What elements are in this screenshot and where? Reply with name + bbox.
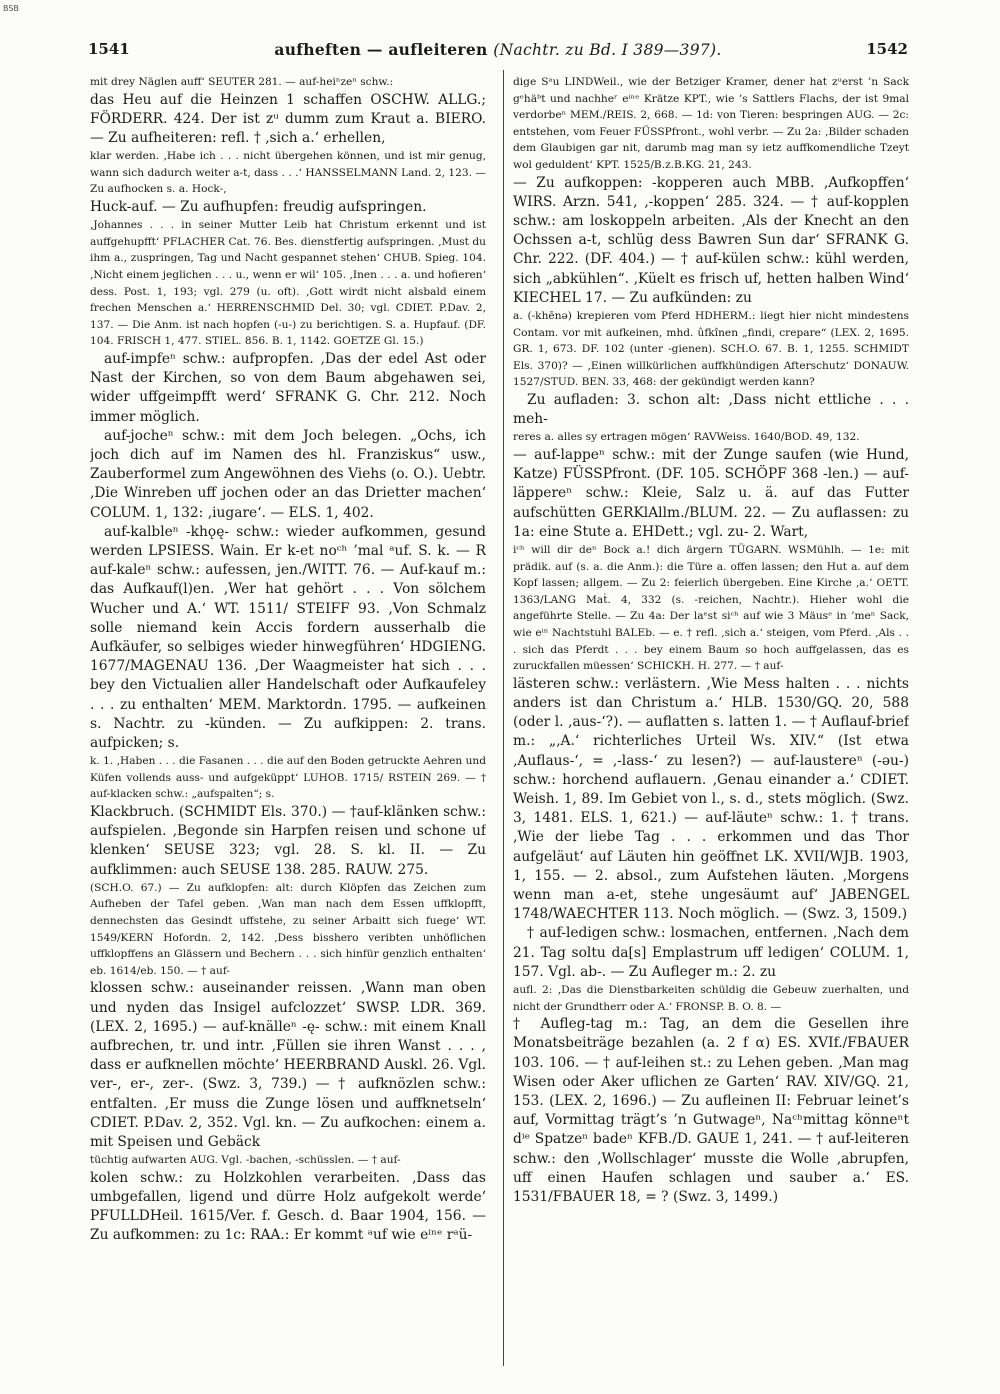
text-block: auf-jocheⁿ schw.: mit dem Joch belegen. „Ochs, ich joch dich auf im Namen des hl. Franziskus“ usw., Zauberformel zum Angewöhnen des Viehs (o. O.). Uebtr. ‚Die Winreben uff jochen oder an das Drietter machen‘ COLUM. 1, 132: ‚iugare‘. — ELS. 1, 402.: [90, 427, 486, 521]
left-column: [90, 74, 486, 1364]
text-block: † Aufleg-tag m.: Tag, an dem die Gesellen ihre Monatsbeiträge bezahlen (a. 2 f α) ES. XVIf./FBAUER 103. 106. — † auf-leihen st.: zu Lehen geben. ‚Man mag Wisen oder Aker uflichen ze Garten‘ RAV. XIV/GQ. 21, 153. (LEX. 2, 1696.) — Zu aufleinen II: Februar leinet’s auf, Vormittag trägt’s ’n Gutwageⁿ, Naᶜʰmittag könneⁿt dⁱᵉ Spatzeⁿ badeⁿ KFB./D. GAUE 1, 241. — † auf-leiteren schw.: den ‚Wollschlager‘ musste die Wolle ‚abrupfen, uff einen Haufen schlagen und sauber a.‘ ES. 1531/FBAUER 18, = ? (Swz. 3, 1499.): [513, 1016, 909, 1205]
text-block: Klackbruch. (SCHMIDT Els. 370.) — †auf-klänken schw.: aufspielen. ‚Begonde sin Harpfen reisen und schone uf klenken‘ SEUSE 323; vgl. 28. S. kl. II. — Zu aufklimmen: auch SEUSE 138. 285. RAUW. 275.: [90, 803, 486, 878]
text-block: auf-impfeⁿ schw.: aufpropfen. ‚Das der edel Ast oder Nast der Kirchen, so von dem Baum abgehawen sei, wider uffgeimpfft werd‘ SFRANK G. Chr. 212. Noch immer möglich.: [90, 350, 486, 425]
text-block: (SCH.O. 67.) — Zu aufklopfen: alt: durch Klöpfen das Zeichen zum Aufheben der Tafel geben. ‚Wan man nach dem Essen uffklopfft, dennechsten das Gesindt uffstehe, zu seiner Arbaitt sich fuege‘ WT. 1549/KERN Hofordn. 2, 142. ‚Dess bisshero veribten unhöflichen uffklopffens an Glässern und Bechern . . . sich hinfür genzlich enthalten‘ eb. 1614/eb. 150. — † auf-: [90, 881, 486, 977]
text-block: † auf-ledigen schw.: losmachen, entfernen. ‚Nach dem 21. Tag soltu da[s] Emplastrum uff ledigen‘ COLUM. 1, 157. Vgl. ab-. — Zu Aufleger m.: 2. zu: [513, 925, 909, 980]
text-block: — auf-lappeⁿ schw.: mit der Zunge saufen (wie Hund, Katze) FÜSSPfront. (DF. 105. SCHÖPF 368 -len.) — auf-läppereⁿ schw.: Kleie, Salz u. ä. auf das Futter aufschütten GERKlAllm./BLUM. 22. — Zu auflassen: zu 1a: eine Stute a. EHDett.; vgl. zu- 2. Wart,: [513, 446, 909, 540]
page-number-left: 1541: [88, 40, 130, 58]
text-block: a. (-khēnə) krepieren vom Pferd HDHERM.: liegt hier nicht mindestens Contam. vor mit aufkeinen, mhd. ûfkînen „findi, crepare“ (LEX. 2, 1695. GR. 1, 673. DF. 102 (unter -gienen). SCH.O. 67. B. 1, 1255. SCHMIDT Els. 370)? — ‚Einen willkürlichen auffkhündigen Afterschutz‘ DONAUW. 1527/STUD. BEN. 33, 468: der gekündigt werden kann?: [513, 309, 909, 389]
running-title-note: (Nachtr. zu Bd. I 389—397).: [493, 41, 722, 59]
text-block: kolen schw.: zu Holzkohlen verarbeiten. ‚Dass das umbgefallen, ligend und dürre Holz aufgekolt werde‘ PFULLDHeil. 1615/Ver. f. Gesch. d. Baar 1904, 156. — Zu aufkommen: zu 1c: RAA.: Er kommt ᵃuf wie eⁱⁿᵉ rᵃü-: [90, 1169, 486, 1244]
text-block: klar werden. ‚Habe ich . . . nicht übergehen können, und ist mir genug, wann sich dadurch weiter a-t, dass . . .‘ HANSSELMANN Land. 2, 123. — Zu aufhocken s. a. Hock-,: [90, 150, 486, 196]
text-block: tüchtig aufwarten AUG. Vgl. -bachen, -schüsslen. — † auf-: [90, 1154, 401, 1167]
text-block: aufl. 2: ‚Das die Dienstbarkeiten schüldig die Gebeuw zuerhalten, und nicht der Grundtherr oder A.‘ FRONSP. B. O. 8. —: [513, 983, 909, 1013]
text-block: iᶜʰ will dir deⁿ Bock a.! dich ärgern TÜGARN. WSMühlh. — 1e: mit prädik. auf (s. a. die Anm.): die Türe a. offen lassen; den Hut a. auf dem Kopf lassen; allgem. — Zu 2: feierlich übergeben. Eine Kirche ‚a.‘ OETT. 1363/LANG Maṫ. 4, 332 (s. -reichen, Nachtr.). Hieher wohl die angeführte Stelle. — Zu 4a: Der laᵉst siᶜʰ auf wie 3 Mäusᵉ in ’meⁿ Sack, wie eⁱⁿ Nachtstuhl BALEb. — e. † refl. ‚sich a.‘ steigen, vom Pferd. ‚Als . . . sich das Pferdt . . . bey einem Baum so hoch auffgelassen, das es zuruckfallen müessen‘ SCHICKH. H. 277. — † auf-: [513, 543, 909, 673]
page-header: [88, 40, 908, 64]
library-stamp: BSB: [3, 4, 19, 13]
text-block: k. 1. ‚Haben . . . die Fasanen . . . die auf den Boden getruckte Aehren und Küfen vollends auss- und aufgeküppt‘ LUHOB. 1715/ RSTEIN 269. — † auf-klacken schw.: „aufspalten“; s.: [90, 755, 486, 801]
text-block: ‚Johannes . . . in seiner Mutter Leib hat Christum erkennt und ist auffgehupfft‘ PFLACHER Cat. 76. Bes. dienstfertig aufspringen. ‚Must du ihm a., zuspringen, Tag und Nacht gespannet stehen‘ CHUB. Spieg. 104. ‚Nicht einem jeglichen . . . u., wenn er wil‘ 105. ‚Inen . . . a. und hofieren‘ dess. Post. 1, 193; vgl. 279 (u. oft). ‚Gott wirdt nicht alsbald einem frechen Menschen a.‘ HERRENSCHMID Del. 30; vgl. CDIET. P.Dav. 2, 137. — Die Anm. ist nach hopfen (-u-) zu berichtigen. S. a. Hupfauf. (DF. 104. FRISCH 1, 477. STIEL. 856. B. 1, 1142. GOETZE Gl. 15.): [90, 219, 486, 348]
text-block: dige Sᵃu LINDWeil., wie der Betziger Kramer, dener hat zᵘerst ’n Sack gᵉhäᵇt und nachheʳ eⁱⁿᵉ Krätze KPT., wie ’s Sattlers Flachs, der ist 9mal verdorbeⁿ MEM./REIS. 2, 668. — 1d: von Tieren: bespringen AUG. — 2c: entstehen, vom Feuer FÜSSPfront., wohl verbr. — Zu 2a: ‚Bilder schaden dem Glaubigen gar nit, darumb mag man sy ietz auffkomendliche Tzeyt wol geduldent‘ KPT. 1525/B.z.B.KG. 21, 243.: [513, 76, 909, 171]
running-title: [88, 40, 908, 59]
text-block: auf-kalbleⁿ -khǫę- schw.: wieder aufkommen, gesund werden LPSIESS. Wain. Er k-et noᶜʰ ’mal ᵃuf. S. k. — R auf-kaleⁿ schw.: aufessen, jen./WITT. 76. — Auf-kauf m.: das Aufkauf(l)en. ‚Wer hat gehört . . . Von sölchem Wucher und A.‘ WT. 1511/ STEIFF 93. ‚Von Schmalz solle niemand kein Accis fordern ausserhalb die Aufkäufer, so selbiges wieder hinwegführen‘ HDGIENG. 1677/MAGENAU 136. ‚Der Waagmeister hat sich . . . bey den Victualien aller Handelschaft oder Aufkaufeley . . . zu enthalten‘ MEM. Marktordn. 1795. — aufkeinen s. Nachtr. zu -künden. — Zu aufkippen: 2. trans. aufpicken; s.: [90, 523, 486, 751]
text-block: — Zu aufkoppen: -kopperen auch MBB. ‚Aufkopffen‘ WIRS. Arzn. 541, ‚-koppen‘ 285. 324. — † auf-kopplen schw.: am loskoppeln arbeiten. ‚Als der Knecht an den Ochssen a-t, schlüg dess Bawren Sun dar‘ SFRANK G. Chr. 222. (DF. 404.) — † auf-külen schw.: kühl werden, sich „abkühlen“. ‚Küelt es frisch uf, hetten halben Wind‘ KIECHEL 17. — Zu aufkünden: zu: [513, 174, 909, 306]
column-divider: [503, 70, 504, 1366]
text-block: mit drey Näglen auff‘ SEUTER 281. — auf-heiⁿzeⁿ schw.:: [90, 76, 394, 88]
text-block: lästeren schw.: verlästern. ‚Wie Mess halten . . . nichts anders ist dan Christum a.‘ HLB. 1530/GQ. 20, 588 (oder l. ‚aus-‘?). — auflatten s. latten 1. — † Auflauf-brief m.: „‚A.‘ richterliches Urteil Ws. XIV.“ (Ist etwa ‚Auflaus-‘, = ‚-lass-‘ zu lesen?) — auf-laustereⁿ (-əu-) schw.: horchend auflauern. ‚Genau einander a.‘ CDIET. Weish. 1, 89. Im Gebiet von l., s. d., stets möglich. (Swz. 3, 1481. ELS. 1, 621.) — auf-läuteⁿ schw.: 1. † trans. ‚Wie der liebe Tag . . . erkommen und das Thor aufgeläut‘ auf Läuten hin geöffnet LK. XVII/WJB. 1903, 1, 155. — 2. absol., zum Aufstehen läuten. ‚Morgens wenn man a-et, stehe ungesäumt auf‘ JABENGEL 1748/WAECHTER 113. Noch möglich. — (Swz. 3, 1509.): [513, 675, 909, 923]
text-block: Zu aufladen: 3. schon alt: ‚Dass nicht ettliche . . . meh-: [513, 391, 909, 428]
text-block: reres a. alles sy ertragen mögen‘ RAVWeiss. 1640/BOD. 49, 132.: [513, 431, 860, 444]
right-column: [513, 74, 909, 1364]
text-block: Huck-auf. — Zu aufhupfen: freudig aufspringen.: [90, 198, 427, 215]
text-block: das Heu auf die Heinzen 1 schaffen OSCHW. ALLG.; FÖRDERR. 424. Der ist zᵘ dumm zum Kraut a. BIERO. — Zu aufheiteren: refl. † ‚sich a.‘ erhellen,: [90, 91, 486, 146]
page-number-right: 1542: [866, 40, 908, 58]
running-title-main: aufheften — aufleiteren: [274, 40, 488, 59]
text-block: klossen schw.: auseinander reissen. ‚Wann man oben und nyden das Insigel aufclozzet‘ SWSP. LDR. 369. (LEX. 2, 1695.) — auf-knälleⁿ -ę- schw.: mit einem Knall aufbrechen, tr. und intr. ‚Füllen sie ihren Wanst . . . , dass er aufknellen möchte‘ HEERBRAND Auskl. 26. Vgl. ver-, er-, zer-. (Swz. 3, 739.) — † aufknözlen schw.: entfalten. ‚Er muss die Zunge lösen und auffknetseln‘ CDIET. P.Dav. 2, 352. Vgl. kn. — Zu aufkochen: einem a. mit Speisen und Gebäck: [90, 980, 486, 1150]
